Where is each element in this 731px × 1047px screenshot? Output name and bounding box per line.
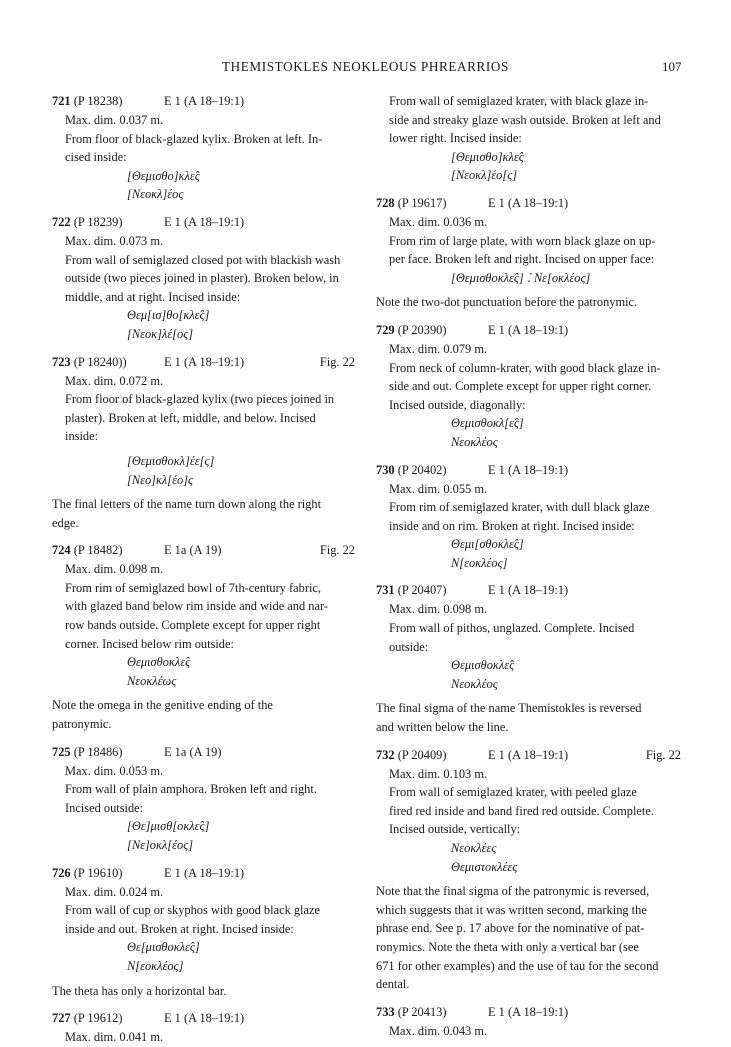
inscription-line: [Νεοκλ]έο[ς] <box>451 168 518 183</box>
max-dimension: Max. dim. 0.043 m. <box>389 1023 488 1038</box>
figure-reference: Fig. 22 <box>319 543 355 558</box>
left-column <box>52 92 355 1047</box>
inventory-number: (P 20413) <box>397 1004 447 1019</box>
inscription-line: [Θε]μισθ[οκλε̂ς] <box>127 819 210 834</box>
entry-note: Note the omega in the genitive ending of the <box>52 698 273 713</box>
entry-note: phrase end. See p. 17 above for the nominative of pat- <box>376 921 645 936</box>
description-line: Incised outside: <box>65 800 144 815</box>
deposit-context: E 1 (A 18–19:1) <box>164 214 245 229</box>
entry-number: 728 <box>376 195 395 210</box>
entry-heading <box>52 541 355 560</box>
entry-note: ronymics. Note the theta with only a vertical bar (see <box>376 939 639 954</box>
entry-heading <box>376 461 681 480</box>
entry-note: patronymic. <box>52 717 112 732</box>
deposit-context: E 1 (A 18–19:1) <box>488 462 569 477</box>
entry-note: Note that the final sigma of the patronymic is reversed, <box>376 884 650 899</box>
entry-note: The final letters of the name turn down along the right <box>52 497 322 512</box>
inventory-number: (P 20409) <box>397 747 447 762</box>
description-line: From rim of large plate, with worn black glaze on up- <box>389 233 656 248</box>
entry-body <box>52 1028 355 1047</box>
inscription-line: Νεοκλέος <box>451 676 498 691</box>
entry-note: Note the two-dot punctuation before the patronymic. <box>376 295 638 310</box>
inventory-number: (P 19610) <box>73 865 123 880</box>
inscription-line: Θεμ[ισ]θο[κλε̂ς] <box>127 308 210 323</box>
inscription-line: [Νεοκλ]έος <box>127 187 184 202</box>
max-dimension: Max. dim. 0.072 m. <box>65 373 164 388</box>
entry-number: 733 <box>376 1004 395 1019</box>
inventory-number: (P 18482) <box>73 543 123 558</box>
description-line: side and out. Complete except for upper right corner. <box>389 379 652 394</box>
deposit-context: E 1 (A 18–19:1) <box>164 94 245 108</box>
entry-heading <box>376 581 681 600</box>
entry-note: The final sigma of the name Themistokles is reversed <box>376 701 642 716</box>
entry-number: 731 <box>376 583 395 598</box>
inventory-number: (P 20407) <box>397 583 447 598</box>
max-dimension: Max. dim. 0.053 m. <box>65 763 164 778</box>
entry-number: 732 <box>376 747 395 762</box>
inscription-line: [Νεοκ]λέ[ος] <box>127 326 194 341</box>
entry-body <box>52 762 355 855</box>
inscription-line: Θεμισθοκλε̂ς <box>451 658 515 673</box>
entry-number: 722 <box>52 214 71 229</box>
entry-body <box>376 213 681 287</box>
inventory-number: (P 18240)) <box>73 354 127 369</box>
entry-number: 729 <box>376 322 395 337</box>
inscription-line: Νεοκλέος <box>451 434 498 449</box>
max-dimension: Max. dim. 0.037 m. <box>65 113 164 127</box>
max-dimension: Max. dim. 0.103 m. <box>389 766 488 781</box>
inscription-line: Θεμισθοκλε̂ς <box>127 655 191 670</box>
inscription-line: Ν[εοκλέος] <box>451 555 508 570</box>
catalogue-entry-721 <box>52 92 355 204</box>
inscription-line: Θεμιστοκλέες <box>451 859 518 874</box>
inscription-line: [Θεμισθοκλε̂ς] ⁚ Νε[οκλέος] <box>451 270 591 285</box>
inventory-number: (P 18238) <box>73 94 123 108</box>
entry-heading <box>52 1009 355 1028</box>
inscription-line: Νεοκλέως <box>127 673 177 688</box>
catalogue-entry-732 <box>376 746 681 994</box>
right-column <box>376 92 681 1040</box>
max-dimension: Max. dim. 0.036 m. <box>389 214 488 229</box>
description-line: From wall of semiglazed closed pot with blackish wash <box>65 252 341 267</box>
inscription-line: Θεμι[σθοκλε̂ς] <box>451 537 524 552</box>
description-line: From wall of plain amphora. Broken left and right. <box>65 782 317 797</box>
entry-number: 724 <box>52 543 71 558</box>
deposit-context: E 1 (A 18–19:1) <box>488 322 569 337</box>
inscription-line: Ν[εοκλέος] <box>127 958 184 973</box>
catalogue-entry-727-continued <box>376 92 681 185</box>
max-dimension: Max. dim. 0.055 m. <box>389 481 488 496</box>
inventory-number: (P 19612) <box>73 1011 123 1026</box>
description-line: From rim of semiglazed bowl of 7th-century fabric, <box>65 580 321 595</box>
max-dimension: Max. dim. 0.024 m. <box>65 884 164 899</box>
max-dimension: Max. dim. 0.041 m. <box>65 1030 164 1045</box>
description-line: From wall of semiglazed krater, with black glaze in- <box>389 94 649 108</box>
description-line: fired red inside and band fired red outside. Complete. <box>389 803 654 818</box>
max-dimension: Max. dim. 0.079 m. <box>389 341 488 356</box>
entry-number: 725 <box>52 744 71 759</box>
description-line: From wall of cup or skyphos with good black glaze <box>65 903 320 918</box>
entry-body <box>52 372 355 490</box>
entry-heading <box>52 92 355 111</box>
description-line: outside (two pieces joined in plaster). Broken below, in <box>65 271 339 286</box>
entry-note: and written below the line. <box>376 720 509 735</box>
entry-number: 730 <box>376 462 395 477</box>
description-line: lower right. Incised inside: <box>389 131 522 146</box>
entry-heading <box>376 1003 681 1022</box>
entry-body <box>376 340 681 452</box>
entry-body <box>52 111 355 204</box>
inventory-number: (P 18239) <box>73 214 123 229</box>
catalogue-entry-728 <box>376 194 681 312</box>
entry-note: The theta has only a horizontal bar. <box>52 983 227 998</box>
description-line: From rim of semiglazed krater, with dull black glaze <box>389 500 650 515</box>
deposit-context: E 1 (A 18–19:1) <box>488 1004 569 1019</box>
entry-number: 726 <box>52 865 71 880</box>
description-line: From wall of semiglazed krater, with peeled glaze <box>389 785 637 800</box>
description-line: cised inside: <box>65 150 127 165</box>
page-number: 107 <box>662 59 682 74</box>
description-line: with glazed band below rim inside and wide and nar- <box>65 599 328 614</box>
description-line: inside: <box>65 429 99 444</box>
deposit-context: E 1 (A 18–19:1) <box>488 583 569 598</box>
description-line: From floor of black-glazed kylix (two pieces joined in <box>65 392 335 407</box>
entry-body <box>52 232 355 344</box>
description-line: Incised outside, diagonally: <box>389 397 526 412</box>
deposit-context: E 1 (A 18–19:1) <box>488 747 569 762</box>
description-line: outside: <box>389 639 429 654</box>
deposit-context: E 1a (A 19) <box>164 744 222 759</box>
inscription-line: Θε[μισθοκλε̂ς] <box>127 940 200 955</box>
entry-body <box>52 883 355 976</box>
description-line: From wall of pithos, unglazed. Complete. Incised <box>389 621 635 636</box>
description-line: side and streaky glaze wash outside. Broken at left and <box>389 112 661 127</box>
entry-heading <box>376 194 681 213</box>
running-title: THEMISTOKLES NEOKLEOUS PHREARRIOS <box>222 59 509 74</box>
entry-note: edge. <box>52 515 79 530</box>
entry-heading <box>52 743 355 762</box>
entry-heading <box>52 353 355 372</box>
description-line: From neck of column-krater, with good black glaze in- <box>389 360 661 375</box>
inventory-number: (P 20390) <box>397 322 447 337</box>
entry-body <box>376 1022 681 1041</box>
catalogue-entry-727 <box>52 1009 355 1047</box>
inscription-line: [Θεμισθο]κλε̂ς <box>127 168 200 183</box>
catalogue-entry-725 <box>52 743 355 855</box>
catalogue-entry-724 <box>52 541 355 733</box>
deposit-context: E 1 (A 18–19:1) <box>164 354 245 369</box>
inventory-number: (P 20402) <box>397 462 447 477</box>
entry-note: which suggests that it was written second, marking the <box>376 902 647 917</box>
catalogue-entry-731 <box>376 581 681 736</box>
entry-body <box>376 480 681 573</box>
catalogue-entry-730 <box>376 461 681 573</box>
description-line: per face. Broken left and right. Incised on upper face: <box>389 252 655 267</box>
entry-heading <box>376 746 681 765</box>
inscription-line: [Νε]οκλ[έος] <box>127 838 194 852</box>
entry-body <box>376 765 681 877</box>
figure-reference: Fig. 22 <box>645 747 681 762</box>
inscription-line: Θεμισθοκλ[ε̂ς] <box>451 416 524 431</box>
entry-body <box>376 92 681 185</box>
description-line: corner. Incised below rim outside: <box>65 636 234 651</box>
entry-body <box>376 600 681 693</box>
entry-note: 671 for other examples) and the use of tau for the second <box>376 958 659 973</box>
running-head <box>0 58 731 78</box>
max-dimension: Max. dim. 0.073 m. <box>65 233 164 248</box>
inscription-line: Νεοκλέες <box>451 841 497 855</box>
entry-heading <box>376 321 681 340</box>
catalogue-entry-733 <box>376 1003 681 1041</box>
deposit-context: E 1 (A 18–19:1) <box>488 195 569 210</box>
inscription-line: [Θεμισθοκλ]έε[ς] <box>127 453 215 468</box>
max-dimension: Max. dim. 0.098 m. <box>389 602 488 617</box>
entry-number: 723 <box>52 354 71 369</box>
entry-heading <box>52 213 355 232</box>
description-line: inside and on rim. Broken at right. Incised inside: <box>389 518 635 533</box>
catalogue-entry-723 <box>52 353 355 533</box>
description-line: middle, and at right. Incised inside: <box>65 289 241 304</box>
description-line: row bands outside. Complete except for upper right <box>65 618 321 633</box>
inscription-line: [Νεο]κλ[έο]ς <box>127 472 194 487</box>
entry-number: 727 <box>52 1011 71 1026</box>
entry-body <box>52 560 355 690</box>
deposit-context: E 1a (A 19) <box>164 543 222 558</box>
inventory-number: (P 19617) <box>397 195 447 210</box>
max-dimension: Max. dim. 0.098 m. <box>65 562 164 577</box>
deposit-context: E 1 (A 18–19:1) <box>164 865 245 880</box>
catalogue-entry-729 <box>376 321 681 452</box>
inscription-line: [Θεμισθο]κλε̂ς <box>451 149 524 164</box>
inventory-number: (P 18486) <box>73 744 123 759</box>
entry-number: 721 <box>52 94 71 108</box>
description-line: Incised outside, vertically: <box>389 822 521 837</box>
figure-reference: Fig. 22 <box>319 354 355 369</box>
catalogue-entry-722 <box>52 213 355 344</box>
deposit-context: E 1 (A 18–19:1) <box>164 1011 245 1026</box>
description-line: From floor of black-glazed kylix. Broken at left. In- <box>65 131 323 146</box>
entry-note: dental. <box>376 977 410 992</box>
entry-heading <box>52 864 355 883</box>
catalogue-entry-726 <box>52 864 355 1001</box>
description-line: inside and out. Broken at right. Incised inside: <box>65 921 294 936</box>
description-line: plaster). Broken at left, middle, and below. Incised <box>65 410 316 425</box>
